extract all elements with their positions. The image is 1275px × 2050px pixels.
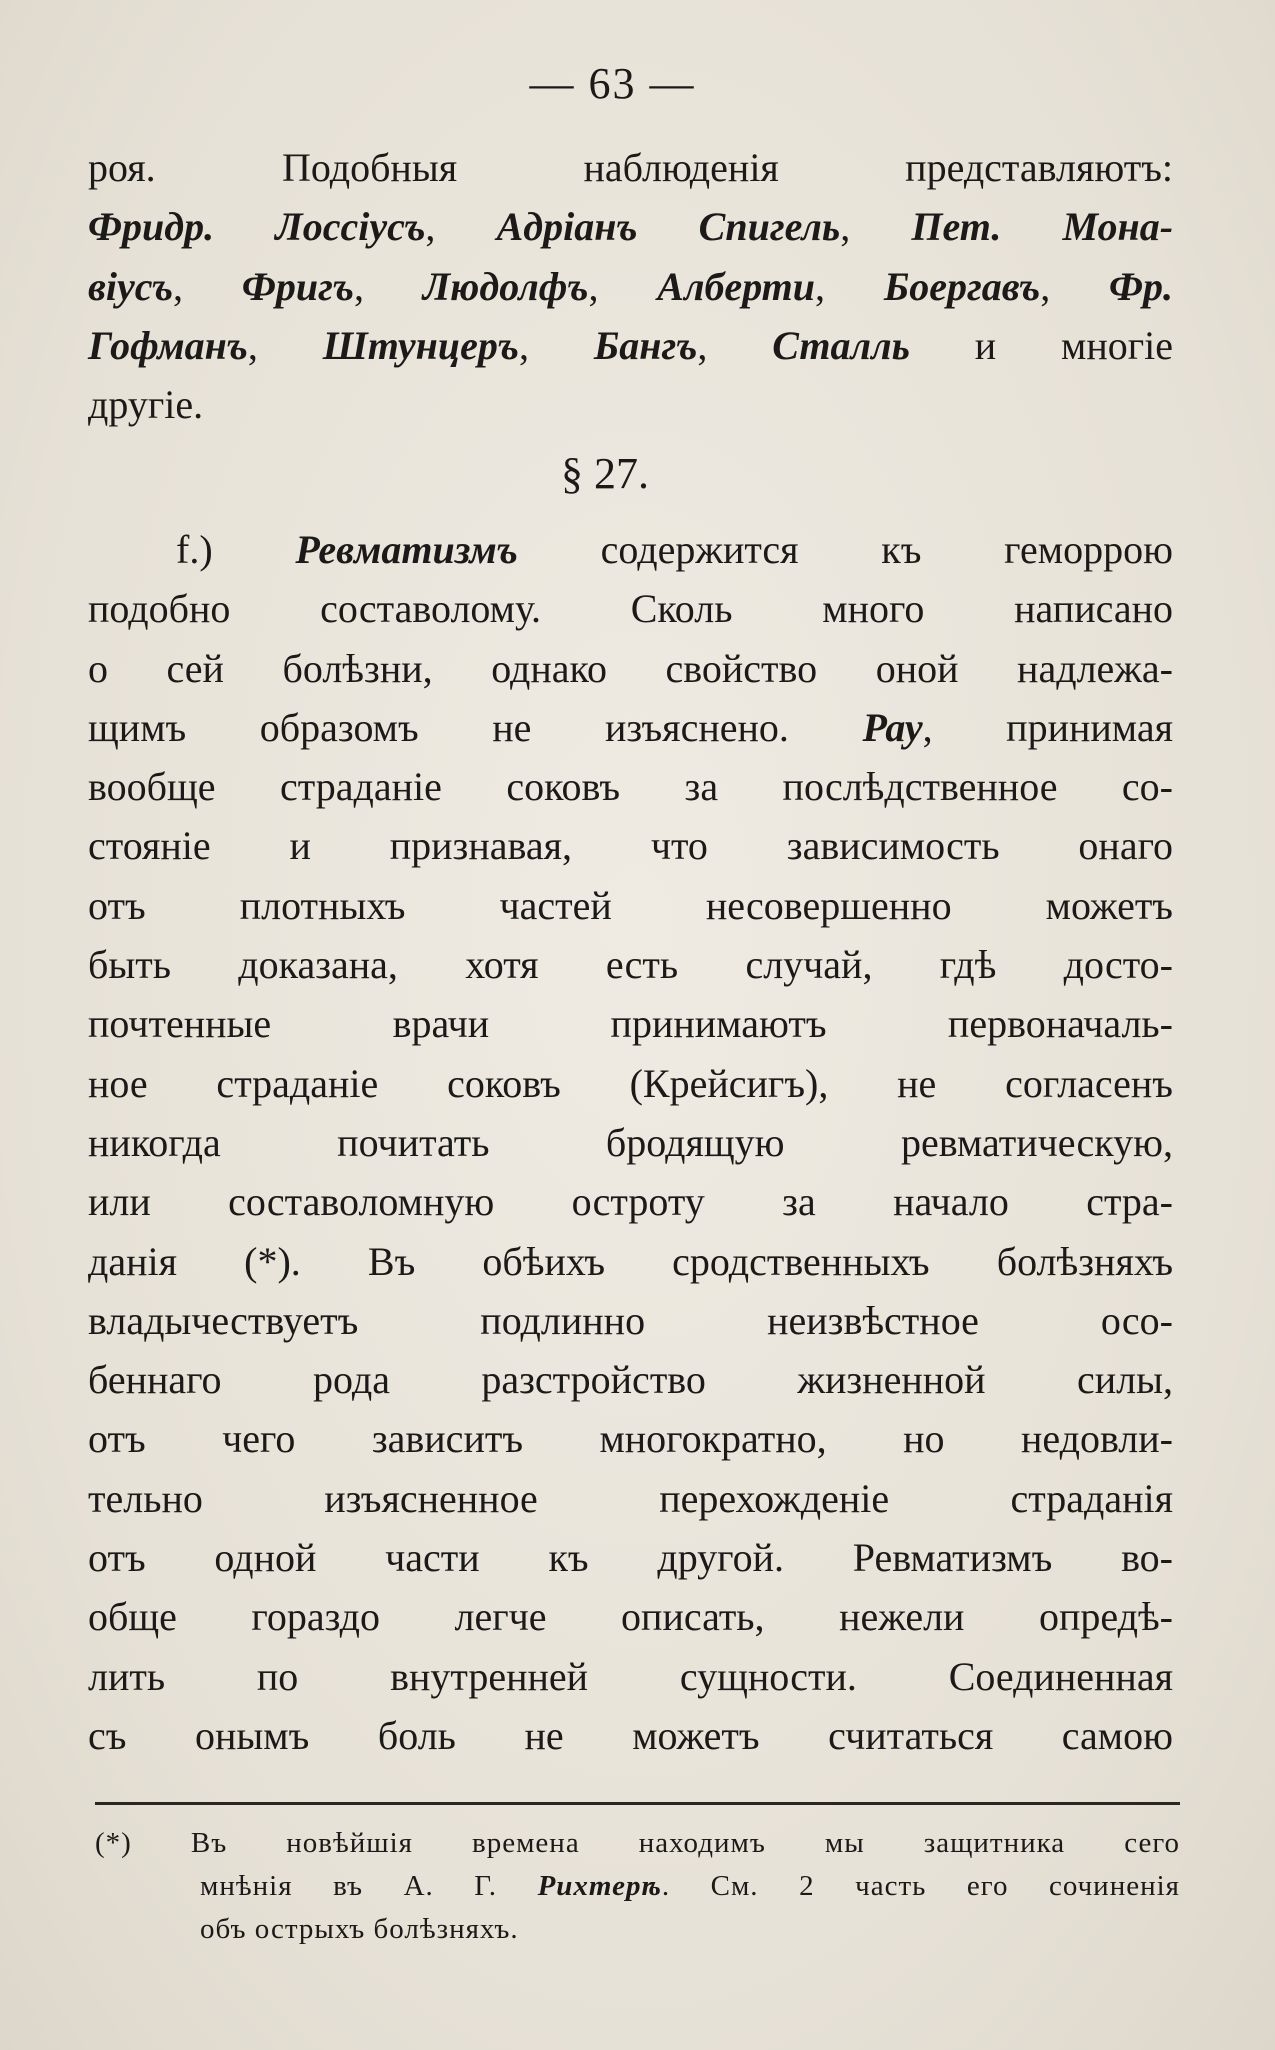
author-name: Адріанъ Спигель: [496, 204, 841, 250]
text-line: роя. Подобныя наблюденія представляютъ:: [88, 145, 1173, 190]
author-name: Фридр. Лоссіусъ: [88, 204, 426, 250]
text-line: отъ плотныхъ частей несовершенно можетъ: [88, 882, 1173, 928]
footnote: [95, 1822, 1180, 1951]
author-name: Штунцеръ: [322, 322, 519, 368]
body-text: [88, 138, 1173, 434]
text-line: владычествуетъ подлинно неизвѣстное осо-: [88, 1297, 1173, 1343]
footnote-line: (*) Въ новѣйшія времена находимъ мы защитника сего: [95, 1827, 1180, 1859]
separator: ,: [588, 263, 658, 309]
text-run: щимъ образомъ не изъяснено.: [88, 704, 863, 750]
separator: ,: [353, 263, 423, 309]
text-line: стояніе и признавая, что зависимость онаго: [88, 823, 1173, 869]
text-line: отъ чего зависитъ многократно, но недовли-: [88, 1416, 1173, 1462]
separator: ,: [1040, 263, 1109, 309]
text-line: обще гораздо легче описать, нежели опредѣ-: [88, 1594, 1173, 1640]
text-line: вообще страданіе соковъ за послѣдственное со-: [88, 764, 1173, 810]
text-line: съ онымъ боль не можетъ считаться самою: [88, 1712, 1173, 1758]
footnote-line: [95, 1865, 1180, 1908]
page-number: — 63 —: [529, 59, 696, 108]
text-run: и многіе: [909, 322, 1174, 368]
section-heading: § 27.: [561, 449, 649, 498]
text-line: отъ одной части къ другой. Ревматизмъ во-: [88, 1535, 1173, 1581]
author-name: Алберти: [657, 263, 816, 309]
footnote-divider: [95, 1802, 1180, 1805]
author-name: Рихтерѣ: [537, 1870, 662, 1902]
text-line: [88, 698, 1173, 757]
separator: ,: [247, 322, 323, 368]
paragraph: [88, 520, 1173, 1765]
author-name: віусъ: [88, 263, 174, 309]
text-line: [88, 197, 1173, 256]
term: Ревматизмъ: [295, 527, 518, 572]
text-line: [88, 257, 1173, 316]
text-run: мнѣнія въ А. Г.: [200, 1870, 538, 1902]
text-line: беннаго рода разстройство жизненной силы,: [88, 1357, 1173, 1403]
author-name: Боергавъ: [883, 263, 1041, 309]
text-run: , принимая: [922, 704, 1173, 750]
text-line: почтенные врачи принимаютъ первоначаль-: [88, 1001, 1173, 1047]
author-name: Бангъ: [593, 322, 698, 368]
text-line: тельно изъясненное перехожденіе страданія: [88, 1475, 1173, 1521]
author-name: Сталль: [772, 322, 910, 368]
text-line: подобно составолому. Сколь много написано: [88, 586, 1173, 632]
author-name: Рау: [862, 704, 923, 750]
separator: ,: [697, 322, 773, 368]
separator: ,: [840, 204, 912, 250]
separator: ,: [173, 263, 242, 309]
text-line: о сей болѣзни, однако свойство оной надлежа-: [88, 645, 1173, 691]
author-name: Фригъ: [241, 263, 354, 309]
separator: ,: [518, 322, 594, 368]
text-line: [88, 520, 1173, 579]
text-line: [88, 316, 1173, 375]
separator: ,: [815, 263, 884, 309]
author-name: Пет. Мона-: [911, 204, 1174, 250]
author-name: Гофманъ: [88, 322, 248, 368]
author-name: Людолфъ: [422, 263, 589, 309]
text-line: ное страданіе соковъ (Крейсигъ), не согласенъ: [88, 1060, 1173, 1106]
list-marker: f.): [176, 527, 296, 572]
text-line: другіе.: [88, 382, 204, 428]
text-run: . См. 2 часть его сочиненія: [661, 1870, 1181, 1902]
text-line: или составоломную остроту за начало стра-: [88, 1179, 1173, 1225]
text-line: быть доказана, хотя есть случай, гдѣ досто-: [88, 942, 1173, 988]
author-name: Фр.: [1108, 263, 1173, 309]
text-line: лить по внутренней сущности. Соединенная: [88, 1653, 1173, 1699]
text-run: содержится къ геморрою: [517, 527, 1173, 572]
separator: ,: [425, 204, 497, 250]
text-line: никогда почитать бродящую ревматическую,: [88, 1119, 1173, 1165]
footnote-line: объ острыхъ болѣзняхъ.: [200, 1913, 519, 1945]
text-line: данія (*). Въ обѣихъ сродственныхъ болѣзняхъ: [88, 1238, 1173, 1284]
